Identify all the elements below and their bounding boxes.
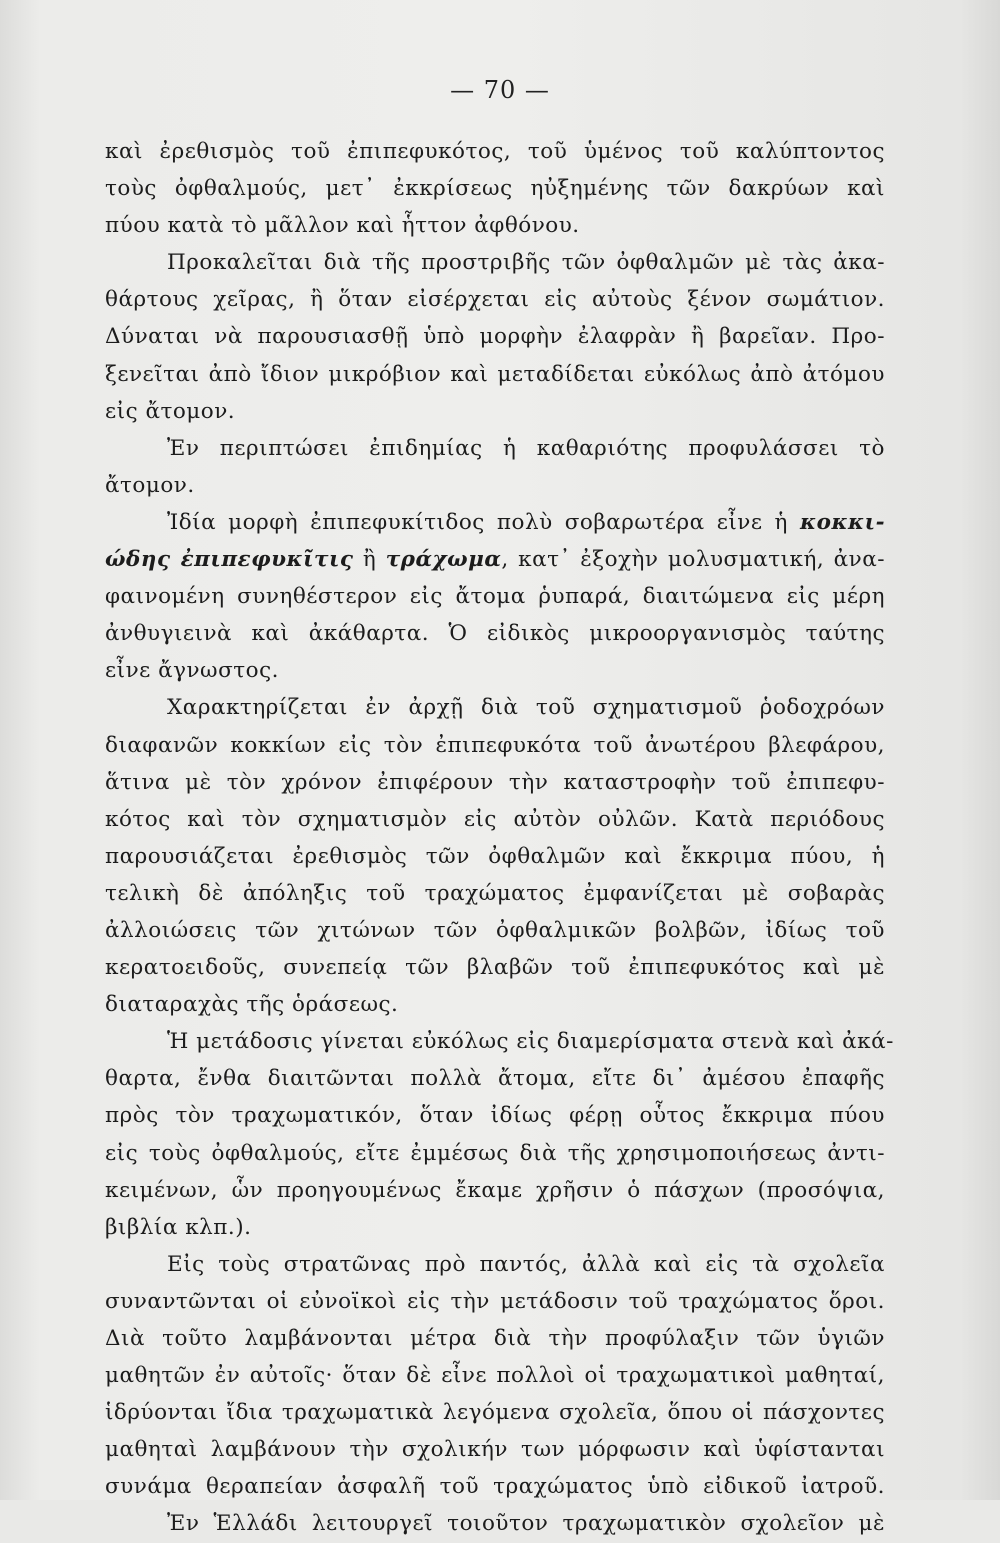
text-line: θαρτα, ἔνθα διαιτῶνται πολλὰ ἄτομα, εἴτε δι᾽ ἀμέσου ἐπαφῆς <box>105 1066 885 1092</box>
text-line: ώδης ἐπιπεφυκῖτις ἢ τράχωμα, κατ᾽ ἐξοχὴν μολυσματική, ἀνα- <box>105 547 885 573</box>
text-line: μαθητῶν ἐν αὐτοῖς· ὅταν δὲ εἶνε πολλοὶ οἱ τραχωματικοὶ μαθηταί, <box>105 1363 885 1389</box>
text-line-with-term <box>105 541 885 578</box>
text-line: φαινομένη συνηθέστερον εἰς ἄτομα ῥυπαρά, διαιτώμενα εἰς μέρη <box>105 584 885 610</box>
text-line: ἀνθυγιεινὰ καὶ ἀκάθαρτα. Ὁ εἰδικὸς μικροοργανισμὸς ταύτης <box>105 621 885 647</box>
text-line: ξενεῖται ἀπὸ ἴδιον μικρόβιον καὶ μεταδίδεται εὐκόλως ἀπὸ ἀτόμου <box>105 361 885 387</box>
text-line: ἱδρύονται ἴδια τραχωματικὰ λεγόμενα σχολεῖα, ὅπου οἱ πάσχοντες <box>105 1400 885 1426</box>
text-line: καὶ ἐρεθισμὸς τοῦ ἐπιπεφυκότος, τοῦ ὑμένος τοῦ καλύπτοντος <box>105 139 885 164</box>
text-line: διαταραχὰς τῆς ὁράσεως. <box>105 992 399 1018</box>
text-line: Εἰς τοὺς στρατῶνας πρὸ παντός, ἀλλὰ καὶ εἰς τὰ σχολεῖα <box>167 1251 885 1277</box>
emphasized-term: τράχωμα <box>385 547 502 573</box>
text-line: εἶνε ἄγνωστος. <box>105 658 279 684</box>
text-line: συνάμα θεραπείαν ἀσφαλῆ τοῦ τραχώματος ὑπὸ εἰδικοῦ ἰατροῦ. <box>105 1474 885 1500</box>
text-line: διαφανῶν κοκκίων εἰς τὸν ἐπιπεφυκότα τοῦ ἀνωτέρου βλεφάρου, <box>105 732 885 758</box>
text-line: μαθηταὶ λαμβάνουν τὴν σχολικήν των μόρφωσιν καὶ ὑφίστανται <box>105 1437 885 1463</box>
text-line: θάρτους χεῖρας, ἢ ὅταν εἰσέρχεται εἰς αὐτοὺς ξένον σωμάτιον. <box>105 287 885 313</box>
text-line: Ἰδία μορφὴ ἐπιπεφυκίτιδος πολὺ σοβαρωτέρα εἶνε ἡ κοκκι- <box>167 509 885 535</box>
body-text <box>105 133 894 1543</box>
text-line: Προκαλεῖται διὰ τῆς προστριβῆς τῶν ὀφθαλμῶν μὲ τὰς ἀκα- <box>167 250 885 276</box>
emphasized-term: ώδης ἐπιπεφυκῖτις <box>105 547 354 573</box>
text-line: κότος καὶ τὸν σχηματισμὸν εἰς αὐτὸν οὐλῶν. Κατὰ περιόδους <box>105 806 885 832</box>
text-line: βιβλία κλπ.). <box>105 1214 252 1240</box>
text-line: κειμένων, ὧν προηγουμένως ἔκαμε χρῆσιν ὁ πάσχων (προσόψια, <box>105 1177 885 1203</box>
text-line: παρουσιάζεται ἐρεθισμὸς τῶν ὀφθαλμῶν καὶ ἔκκριμα πύου, ἡ <box>105 843 885 869</box>
text-line: Ἡ μετάδοσις γίνεται εὐκόλως εἰς διαμερίσματα στενὰ καὶ ἀκά- <box>167 1029 894 1055</box>
text-line-with-term <box>105 504 885 541</box>
text-line: Ἐν περιπτώσει ἐπιδημίας ἡ καθαριότης προφυλάσσει τὸ <box>167 435 885 461</box>
text-line: ἅτινα μὲ τὸν χρόνον ἐπιφέρουν τὴν καταστροφὴν τοῦ ἐπιπεφυ- <box>105 769 885 795</box>
emphasized-term: κοκκι- <box>799 509 885 535</box>
text-line: συναντῶνται οἱ εὐνοϊκοὶ εἰς τὴν μετάδοσιν τοῦ τραχώματος ὅροι. <box>105 1288 885 1314</box>
text-line: Ἐν Ἑλλάδι λειτουργεῖ τοιοῦτον τραχωματικὸν σχολεῖον μὲ <box>167 1511 885 1537</box>
text-line: τοὺς ὀφθαλμούς, μετ᾽ ἐκκρίσεως ηὐξημένης τῶν δακρύων καὶ <box>105 176 885 202</box>
page-number: — 70 — <box>450 76 550 104</box>
text-line: εἰς ἄτομον. <box>105 398 236 424</box>
text-line: τελικὴ δὲ ἀπόληξις τοῦ τραχώματος ἐμφανίζεται μὲ σοβαρὰς <box>105 880 885 906</box>
text-line: ἀλλοιώσεις τῶν χιτώνων τῶν ὀφθαλμικῶν βολβῶν, ἰδίως τοῦ <box>105 917 885 943</box>
text-line: κερατοειδοῦς, συνεπείᾳ τῶν βλαβῶν τοῦ ἐπιπεφυκότος καὶ μὲ <box>105 955 885 981</box>
text-line: πύου κατὰ τὸ μᾶλλον καὶ ἧττον ἀφθόνου. <box>105 213 580 239</box>
text-line: Χαρακτηρίζεται ἐν ἀρχῇ διὰ τοῦ σχηματισμοῦ ῥοδοχρόων <box>167 695 885 721</box>
text-line: πρὸς τὸν τραχωματικόν, ὅταν ἰδίως φέρῃ οὗτος ἔκκριμα πύου <box>105 1103 885 1129</box>
text-line: εἰς τοὺς ὀφθαλμούς, εἴτε ἐμμέσως διὰ τῆς χρησιμοποιήσεως ἀντι- <box>105 1140 885 1166</box>
text-line: Διὰ τοῦτο λαμβάνονται μέτρα διὰ τὴν προφύλαξιν τῶν ὑγιῶν <box>105 1326 885 1351</box>
text-line: Δύναται νὰ παρουσιασθῇ ὑπὸ μορφὴν ἐλαφρὰν ἢ βαρεῖαν. Προ- <box>105 324 885 350</box>
text-line: ἄτομον. <box>105 472 195 498</box>
